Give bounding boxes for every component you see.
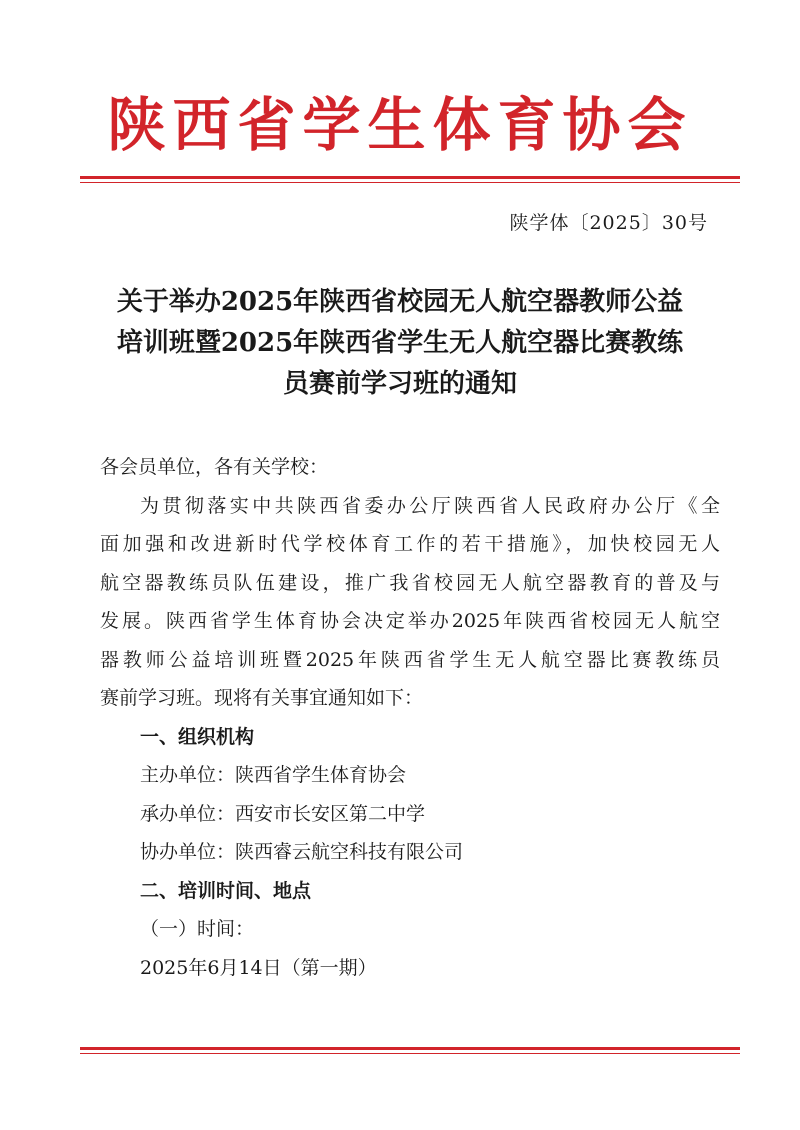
- document-title: [90, 282, 710, 405]
- co-organizer-unit: 协办单位：陕西睿云航空科技有限公司: [140, 841, 464, 863]
- title-line: 关于举办2025年陕西省校园无人航空器教师公益: [116, 287, 684, 317]
- title-line: 员赛前学习班的通知: [282, 369, 517, 399]
- host-unit: 主办单位：陕西省学生体育协会: [140, 764, 407, 786]
- salutation: 各会员单位，各有关学校：: [100, 456, 329, 478]
- intro-line: 面加强和改进新时代学校体育工作的若干措施》，加快校园无人: [100, 533, 720, 555]
- section-heading-time-place: 二、培训时间、地点: [140, 879, 312, 902]
- section-heading-organization: 一、组织机构: [140, 725, 255, 748]
- masthead-divider-thick: [80, 176, 740, 179]
- intro-line: 发展。陕西省学生体育协会决定举办2025年陕西省校园无人航空: [100, 610, 720, 632]
- masthead-divider-thin: [80, 182, 740, 183]
- intro-line: 赛前学习班。现将有关事宜通知如下：: [100, 687, 424, 709]
- subsection-time: （一）时间：: [140, 918, 255, 940]
- title-line: 培训班暨2025年陕西省学生无人航空器比赛教练: [116, 328, 684, 358]
- training-date: 2025年6月14日（第一期）: [140, 956, 377, 979]
- footer-divider-thick: [80, 1047, 740, 1050]
- intro-line: 航空器教练员队伍建设，推广我省校园无人航空器教育的普及与: [100, 571, 720, 594]
- organizer-unit: 承办单位：西安市长安区第二中学: [140, 802, 426, 825]
- intro-line: 为贯彻落实中共陕西省委办公厅陕西省人民政府办公厅《全: [140, 494, 720, 517]
- issuer-masthead: 陕西省学生体育协会: [107, 91, 693, 159]
- document-body: [100, 448, 720, 987]
- footer-divider-thin: [80, 1053, 740, 1054]
- intro-line: 器教师公益培训班暨2025年陕西省学生无人航空器比赛教练员: [100, 648, 720, 671]
- document-number: 陕学体〔2025〕30号: [509, 212, 708, 234]
